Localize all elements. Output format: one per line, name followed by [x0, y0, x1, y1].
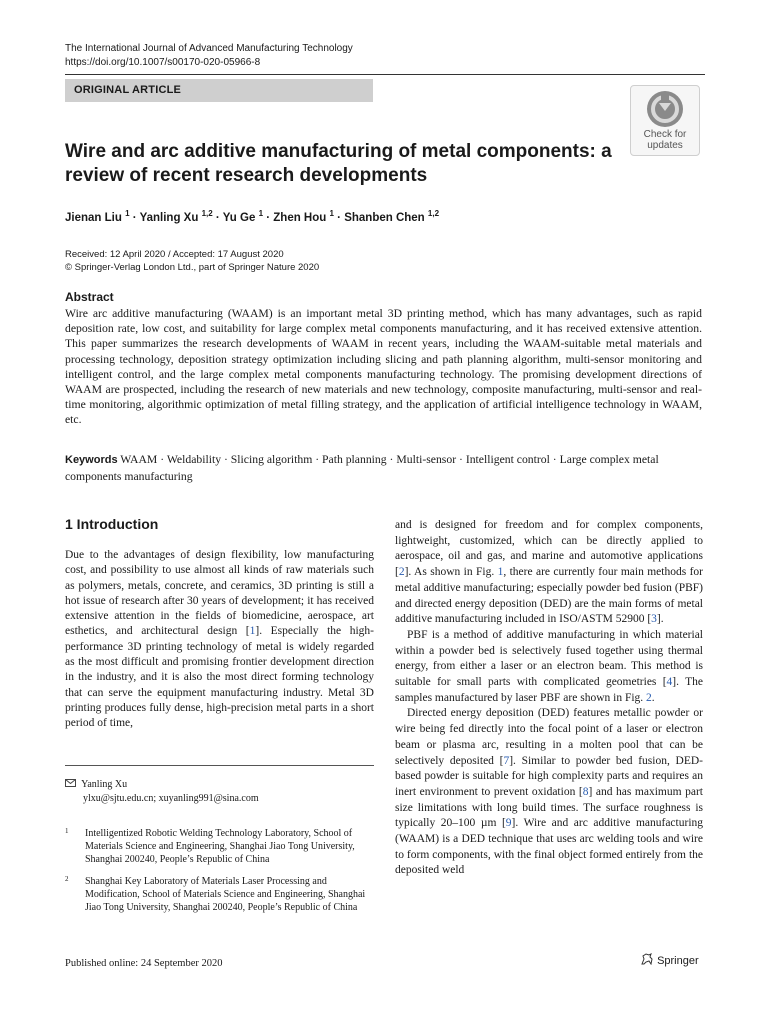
- affiliation-number: 2: [65, 875, 69, 883]
- citation-link[interactable]: 7: [503, 754, 510, 767]
- author-affiliation: 1,2: [427, 209, 440, 218]
- footnote-divider: [65, 765, 374, 766]
- journal-name: The International Journal of Advanced Manufacturing Technology: [65, 43, 353, 54]
- envelope-icon: [65, 778, 79, 792]
- header-divider: [65, 74, 705, 75]
- check-for-updates-badge[interactable]: [630, 85, 700, 156]
- affiliation-number: 1: [65, 827, 69, 835]
- citation-link[interactable]: 2: [398, 566, 405, 579]
- citation-link[interactable]: 4: [666, 676, 673, 689]
- author-separator: ·: [337, 211, 341, 224]
- author-separator: ·: [215, 211, 220, 224]
- corresponding-email[interactable]: ylxu@sjtu.edu.cn; xuyanling991@sina.com: [83, 793, 259, 804]
- author-name[interactable]: Yu Ge: [222, 211, 256, 224]
- text-run: ] and has maximum part size limitations with long build times. The surface roughness is typically 20–100 µm [: [395, 785, 703, 830]
- copyright-line: [65, 261, 319, 274]
- text-run: , there are currently four main methods for metal additive manufacturing; especially powder bed fusion (PBF) and directed energy deposition (DED) are the main forms of metal additive manufacturing included in ISO/ASTM 52900 [: [395, 566, 704, 626]
- paragraph: [395, 628, 703, 707]
- doi-link[interactable]: https://doi.org/10.1007/s00170-020-05966-8: [65, 57, 261, 68]
- author-affiliation: 1: [329, 209, 334, 218]
- abstract-heading: Abstract: [65, 290, 114, 304]
- paragraph: [395, 706, 703, 879]
- corresponding-name: Yanling Xu: [81, 779, 128, 790]
- text-run: Due to the advantages of design flexibility, low manufacturing cost, and possibility to use almost all kinds of raw materials such as polymers, metals, concrete, and ceramics, 3D printing is still a hot issue of research after 30 years of development; it has received extensive attention in the fields of biomedicine, aerospace, art esthetics, and architectural design [: [65, 549, 374, 638]
- text-run: ].: [656, 613, 664, 626]
- corresponding-author: [65, 778, 259, 806]
- author-affiliation: 1: [125, 209, 130, 218]
- author-separator: ·: [266, 211, 271, 224]
- text-run: Directed energy deposition (DED) features metallic powder or wire being fed directly into the focal point of a laser or electron beam or plasma arc, resulting in a molten pool that can be selectively deposited [: [395, 707, 703, 767]
- author-name[interactable]: Jienan Liu: [65, 211, 122, 224]
- publisher-name: Springer: [657, 955, 699, 967]
- author-affiliation: 1,2: [201, 209, 213, 218]
- text-run: PBF is a method of additive manufacturing in which material within a powder bed is selectively fused together using thermal energy, from either a laser or an electron beam. This method is suitable for small parts with complicated geometries [: [395, 628, 703, 689]
- check-updates-line1: Check for: [643, 129, 687, 140]
- affiliation-2: [65, 875, 374, 914]
- text-run: ]. Wire and arc additive manufacturing (WAAM) is a DED technique that uses arc welding tools and wire to form components, with the final object formed entirely from the deposited weld: [395, 817, 704, 877]
- citation-link[interactable]: 8: [582, 785, 589, 798]
- citation-link[interactable]: 9: [505, 817, 512, 830]
- citation-link[interactable]: 3: [651, 613, 657, 626]
- text-run: .: [651, 691, 655, 704]
- article-title: Wire and arc additive manufacturing of metal components: a review of recent research developments: [65, 141, 612, 186]
- text-run: and is designed for freedom and for complex components, lightweight, customized, which can be directly applied to aerospace, oil and gas, and marine and automotive applications [: [395, 519, 703, 579]
- text-run: ]. Especially the high-performance 3D printing technology of metal is widely regarded as the most difficult and promising frontier development direction in the industry, and it is also the most direct forming technology that can serve the equipment manufacturing industry. Metal 3D printing produces fully dense, high-precision metal parts in a short period of time,: [65, 625, 374, 730]
- published-online: Published online: 24 September 2020: [65, 958, 223, 969]
- check-updates-line2: updates: [647, 140, 683, 151]
- text-run: ]. As shown in Fig.: [404, 566, 498, 579]
- received-dates: Received: 12 April 2020 / Accepted: 17 August 2020: [65, 249, 284, 260]
- affiliation-1: [65, 827, 374, 866]
- keywords: [65, 452, 702, 484]
- keywords-label: Keywords: [65, 454, 118, 466]
- author-separator: ·: [132, 211, 137, 224]
- keywords-text: WAAM · Weldability · Slicing algorithm · Path planning · Multi-sensor · Intelligent control · Large complex metal components manufacturing: [65, 453, 659, 483]
- springer-logo: [640, 953, 699, 967]
- left-column-text: [65, 548, 374, 732]
- figure-link[interactable]: 1: [497, 566, 504, 579]
- paragraph: [65, 548, 374, 732]
- paragraph: [395, 518, 703, 628]
- affiliation-text: Shanghai Key Laboratory of Materials Laser Processing and Modification, School of Materials Science and Engineering, Shanghai Jiao Tong University, Shanghai 200240, People’s Republic of China: [85, 876, 366, 913]
- citation-link[interactable]: 1: [249, 625, 256, 638]
- abstract-text: Wire arc additive manufacturing (WAAM) is an important metal 3D printing method, which has many advantages, such as rapid deposition rate, low cost, and suitability for large complex metal components manufacturing, and it has received extensive attention. This paper summarizes the research developments of WAAM in recent years, including the WAAM-suitable metal materials and processing technology, deposition strategy optimization including slicing and path planning algorithm, multi-sensor monitoring and intelligent control, and the large complex metal components manufacturing technology. The promising development directions of WAAM are prospected, including the research of new materials and new technology, composite manufacturing, multi-sensor and real-time monitoring, algorithmic optimization of metal filling strategy, and the application of artificial intelligence technology in WAAM, etc.: [65, 307, 702, 427]
- copyright-icon: ©: [65, 262, 72, 273]
- author-list: [65, 206, 439, 226]
- check-updates-icon: [645, 89, 685, 129]
- text-run: ]. The samples manufactured by laser PBF are shown in Fig.: [395, 676, 703, 704]
- author-affiliation: 1: [258, 209, 264, 218]
- text-run: ]. Similar to powder bed fusion, DED-based powder is suitable for high complexity parts and requires an inert environment to prevent oxidation [: [395, 754, 703, 798]
- author-name[interactable]: Shanben Chen: [344, 211, 425, 224]
- springer-horse-icon: [640, 953, 654, 965]
- article-type-banner: ORIGINAL ARTICLE: [65, 79, 373, 102]
- right-column-text: [395, 518, 703, 879]
- author-name[interactable]: Yanling Xu: [139, 211, 199, 224]
- copyright-text: Springer-Verlag London Ltd., part of Springer Nature 2020: [74, 262, 320, 273]
- author-name[interactable]: Zhen Hou: [273, 211, 327, 224]
- figure-link[interactable]: 2: [646, 691, 652, 704]
- section-heading: 1 Introduction: [65, 516, 159, 532]
- affiliation-text: Intelligentized Robotic Welding Technology Laboratory, School of Materials Science and Engineering, Shanghai Jiao Tong University, Shanghai 200240, People’s Republic of China: [85, 828, 355, 865]
